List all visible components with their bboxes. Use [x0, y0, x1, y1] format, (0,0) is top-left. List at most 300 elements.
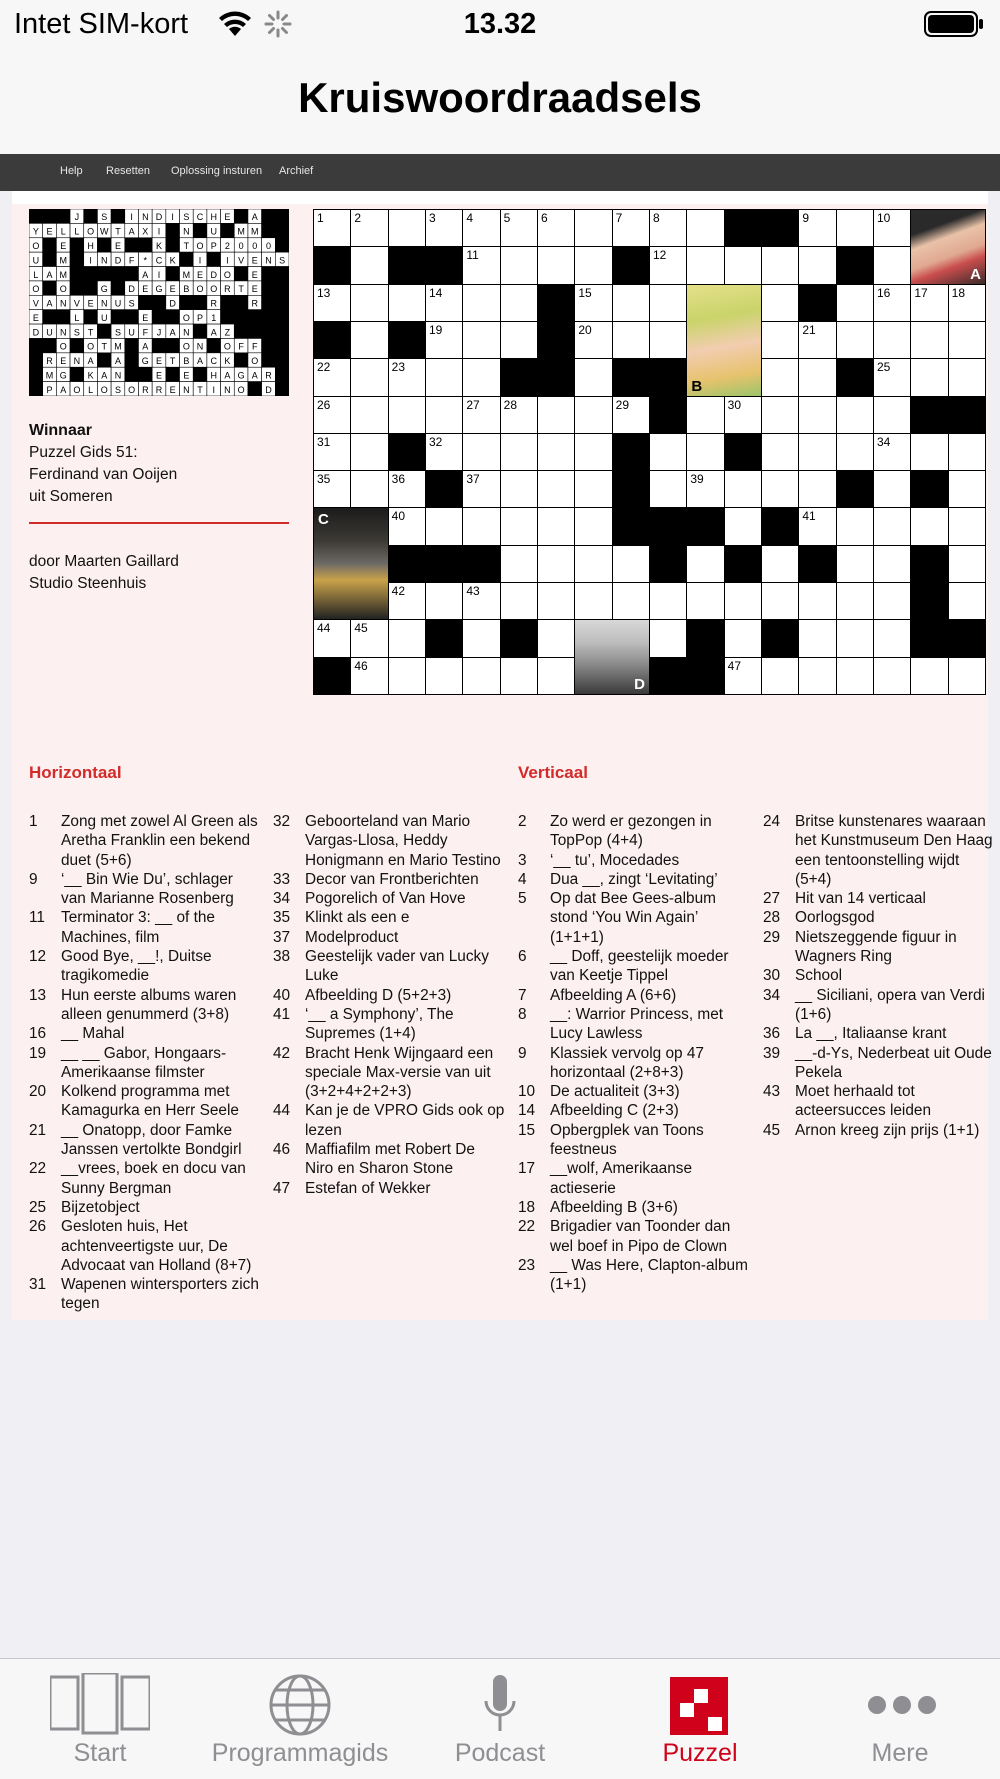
grid-cell[interactable] — [836, 396, 874, 434]
grid-cell[interactable] — [574, 545, 612, 583]
grid-cell[interactable] — [873, 507, 911, 545]
mini-cell-letter: O — [87, 341, 95, 352]
grid-cell[interactable] — [462, 582, 500, 620]
mini-cell-letter: O — [73, 384, 81, 395]
black-square — [686, 619, 724, 657]
mini-black-square — [152, 310, 166, 324]
grid-cell[interactable] — [425, 396, 463, 434]
clue-number: 1 — [29, 813, 38, 830]
grid-cell[interactable] — [649, 619, 687, 657]
grid-cell[interactable] — [388, 619, 426, 657]
mini-black-square — [138, 238, 152, 252]
grid-cell[interactable] — [649, 284, 687, 322]
black-square — [425, 545, 463, 583]
grid-cell[interactable] — [910, 433, 948, 471]
grid-cell[interactable] — [686, 209, 724, 247]
grid-cell[interactable] — [836, 619, 874, 657]
mini-black-square — [248, 382, 262, 396]
grid-cell[interactable] — [612, 284, 650, 322]
mini-black-square — [166, 267, 180, 281]
tab-label: Programmagids — [211, 1739, 389, 1767]
grid-cell[interactable] — [724, 470, 762, 508]
cell-number: 32 — [429, 434, 443, 449]
grid-cell[interactable] — [350, 619, 388, 657]
grid-cell[interactable] — [948, 545, 986, 583]
grid-cell[interactable] — [948, 507, 986, 545]
grid-cell[interactable] — [500, 209, 538, 247]
grid-cell[interactable] — [425, 284, 463, 322]
grid-cell[interactable] — [873, 582, 911, 620]
black-square — [612, 433, 650, 471]
grid-cell[interactable] — [910, 321, 948, 359]
mini-cell-letter: O — [59, 284, 67, 295]
tab-programmagids[interactable] — [200, 1659, 400, 1779]
mini-black-square — [138, 295, 152, 309]
mini-cell-letter: F — [128, 255, 135, 266]
tab-label: Puzzel — [662, 1739, 738, 1767]
grid-cell[interactable] — [574, 209, 612, 247]
grid-cell[interactable] — [462, 209, 500, 247]
mini-cell-letter: U — [128, 327, 135, 338]
archive-link[interactable]: Archief — [279, 165, 314, 177]
black-square — [612, 358, 650, 396]
grid-cell[interactable] — [500, 657, 538, 695]
clue-text: Geboorteland van Mario Vargas-Llosa, Heddy Honigmann en Mario Testino — [305, 813, 501, 869]
grid-cell[interactable] — [425, 507, 463, 545]
grid-cell[interactable] — [649, 582, 687, 620]
black-square — [612, 507, 650, 545]
grid-cell[interactable] — [462, 619, 500, 657]
mini-black-square — [193, 223, 207, 237]
grid-cell[interactable] — [649, 209, 687, 247]
grid-cell[interactable] — [836, 284, 874, 322]
horizontal-clue — [29, 1159, 261, 1198]
clue-text: Nietszeggende figuur in Wagners Ring — [795, 928, 957, 966]
grid-cell[interactable] — [537, 246, 575, 284]
grid-cell[interactable] — [313, 209, 351, 247]
grid-cell[interactable] — [649, 433, 687, 471]
grid-cell[interactable] — [313, 358, 351, 396]
mini-cell-letter: T — [87, 327, 94, 338]
mini-cell-letter: S — [73, 327, 80, 338]
grid-cell[interactable] — [388, 396, 426, 434]
grid-cell[interactable] — [313, 396, 351, 434]
grid-cell[interactable] — [836, 209, 874, 247]
grid-cell[interactable] — [798, 321, 836, 359]
grid-cell[interactable] — [873, 321, 911, 359]
grid-cell[interactable] — [724, 619, 762, 657]
mini-cell-letter: U — [46, 327, 53, 338]
grid-cell[interactable] — [798, 358, 836, 396]
grid-cell[interactable] — [500, 433, 538, 471]
grid-cell[interactable] — [350, 657, 388, 695]
grid-cell[interactable] — [537, 433, 575, 471]
grid-cell[interactable] — [873, 657, 911, 695]
grid-cell[interactable] — [873, 246, 911, 284]
grid-cell[interactable] — [910, 358, 948, 396]
mini-black-square — [248, 324, 262, 338]
mini-cell-letter: E — [87, 298, 94, 309]
mini-cell-letter: T — [183, 240, 190, 251]
black-square — [910, 396, 948, 434]
mini-cell-letter: E — [155, 356, 163, 367]
mini-black-square — [248, 310, 262, 324]
grid-cell[interactable] — [388, 284, 426, 322]
picture-label: C — [318, 511, 329, 529]
mini-black-square — [275, 310, 289, 324]
grid-cell[interactable] — [350, 209, 388, 247]
clue-number: 9 — [29, 870, 38, 888]
grid-cell[interactable] — [686, 582, 724, 620]
grid-cell[interactable] — [873, 545, 911, 583]
cell-number: 39 — [690, 472, 704, 487]
mini-black-square — [262, 338, 276, 352]
clue-text: Bijzetobject — [61, 1198, 140, 1216]
grid-cell[interactable] — [425, 321, 463, 359]
grid-cell[interactable] — [798, 209, 836, 247]
grid-cell[interactable] — [948, 321, 986, 359]
grid-cell[interactable] — [500, 545, 538, 583]
mini-cell-letter: A — [128, 226, 135, 237]
grid-cell[interactable] — [761, 321, 799, 359]
grid-cell[interactable] — [537, 396, 575, 434]
grid-cell[interactable] — [910, 284, 948, 322]
clue-text: Oorlogsgod — [795, 909, 875, 927]
cell-number: 8 — [653, 211, 660, 225]
grid-cell[interactable] — [798, 507, 836, 545]
grid-cell[interactable] — [612, 396, 650, 434]
grid-cell[interactable] — [873, 433, 911, 471]
grid-cell[interactable] — [574, 246, 612, 284]
grid-cell[interactable] — [798, 470, 836, 508]
winner-heading: Winnaar — [29, 422, 92, 439]
grid-cell[interactable] — [873, 396, 911, 434]
cell-number: 15 — [578, 285, 592, 300]
mini-cell-letter: N — [224, 384, 231, 395]
grid-cell[interactable] — [798, 433, 836, 471]
grid-cell[interactable] — [948, 470, 986, 508]
mini-black-square — [275, 367, 289, 381]
grid-cell[interactable] — [761, 470, 799, 508]
grid-cell[interactable] — [612, 321, 650, 359]
reset-link[interactable]: Resetten — [106, 165, 151, 177]
grid-cell[interactable] — [686, 470, 724, 508]
grid-cell[interactable] — [388, 209, 426, 247]
cell-number: 2 — [354, 211, 362, 225]
grid-cell[interactable] — [500, 582, 538, 620]
grid-cell[interactable] — [873, 209, 911, 247]
grid-cell[interactable] — [500, 396, 538, 434]
grid-cell[interactable] — [649, 321, 687, 359]
clue-text: Good Bye, __!, Duitse tragikomedie — [61, 948, 212, 985]
vertical-clue — [518, 1044, 750, 1083]
clue-number: 13 — [29, 986, 47, 1004]
grid-cell[interactable] — [686, 545, 724, 583]
black-square — [798, 284, 836, 322]
grid-cell[interactable] — [350, 358, 388, 396]
mini-cell-letter: I — [226, 255, 229, 266]
clue-text: Klassiek vervolg op 47 horizontaal (2+8+3) — [550, 1044, 704, 1081]
cell-number: 18 — [951, 285, 966, 300]
grid-cell[interactable] — [350, 470, 388, 508]
grid-cell[interactable] — [612, 582, 650, 620]
vertical-clue — [763, 1044, 995, 1083]
clue-text: Hit van 14 verticaal — [795, 890, 926, 908]
grid-cell[interactable] — [724, 396, 762, 434]
winner-line: Puzzel Gids 51: — [29, 444, 138, 461]
grid-cell[interactable] — [462, 358, 500, 396]
mini-black-square — [262, 310, 276, 324]
grid-cell[interactable] — [761, 582, 799, 620]
grid-cell[interactable] — [350, 433, 388, 471]
submit-solution-link[interactable]: Oplossing insturen — [171, 165, 263, 177]
clue-text: __: Warrior Princess, met Lucy Lawless — [550, 1005, 724, 1043]
grid-cell[interactable] — [873, 284, 911, 322]
grid-cell[interactable] — [724, 507, 762, 545]
grid-cell[interactable] — [724, 657, 762, 695]
grid-cell[interactable] — [836, 582, 874, 620]
mini-cell-letter: U — [101, 312, 108, 323]
grid-cell[interactable] — [761, 545, 799, 583]
mini-black-square — [56, 209, 70, 223]
clue-number: 34 — [273, 890, 291, 908]
grid-cell[interactable] — [537, 545, 575, 583]
vertical-clue — [763, 1082, 995, 1121]
clue-number: 3 — [518, 851, 527, 869]
grid-cell[interactable] — [836, 657, 874, 695]
horizontal-clue — [29, 986, 261, 1025]
grid-cell[interactable] — [537, 582, 575, 620]
grid-cell[interactable] — [948, 657, 986, 695]
horizontal-clue — [273, 1140, 505, 1179]
grid-cell[interactable] — [500, 246, 538, 284]
grid-cell[interactable] — [425, 209, 463, 247]
black-square — [724, 433, 762, 471]
mini-black-square — [29, 353, 43, 367]
grid-cell[interactable] — [686, 396, 724, 434]
mini-cell-letter: 2 — [224, 240, 230, 251]
mini-cell-letter: O — [196, 284, 204, 295]
grid-cell[interactable] — [425, 433, 463, 471]
grid-cell[interactable] — [873, 358, 911, 396]
grid-cell[interactable] — [649, 470, 687, 508]
cell-number: 30 — [727, 397, 742, 412]
mini-cell-letter: L — [74, 312, 80, 323]
tab-podcast[interactable] — [400, 1659, 600, 1779]
grid-cell[interactable] — [948, 582, 986, 620]
grid-cell[interactable] — [686, 433, 724, 471]
grid-cell[interactable] — [462, 396, 500, 434]
grid-cell[interactable] — [574, 284, 612, 322]
mini-cell-letter: K — [169, 255, 176, 266]
grid-cell[interactable] — [798, 396, 836, 434]
clue-number: 42 — [273, 1044, 291, 1062]
grid-cell[interactable] — [537, 619, 575, 657]
grid-cell[interactable] — [462, 470, 500, 508]
grid-cell[interactable] — [537, 209, 575, 247]
grid-cell[interactable] — [537, 657, 575, 695]
black-square — [425, 246, 463, 284]
grid-cell[interactable] — [649, 246, 687, 284]
grid-cell[interactable] — [425, 582, 463, 620]
mini-black-square — [275, 324, 289, 338]
mini-cell-letter: T — [238, 284, 244, 295]
grid-cell[interactable] — [836, 321, 874, 359]
grid-cell[interactable] — [574, 396, 612, 434]
clue-text: Decor van Frontberichten — [305, 870, 479, 888]
black-square — [500, 358, 538, 396]
grid-cell[interactable] — [798, 657, 836, 695]
grid-cell[interactable] — [574, 358, 612, 396]
black-square — [537, 358, 575, 396]
grid-cell[interactable] — [574, 507, 612, 545]
mini-cell-letter: I — [198, 255, 202, 266]
grid-cell[interactable] — [462, 433, 500, 471]
grid-cell[interactable] — [761, 246, 799, 284]
grid-cell[interactable] — [500, 507, 538, 545]
mini-black-square — [70, 238, 84, 252]
clue-number: 47 — [273, 1179, 291, 1197]
clue-number: 12 — [29, 948, 47, 966]
black-square — [425, 470, 463, 508]
tab-puzzel[interactable] — [600, 1659, 800, 1779]
grid-cell[interactable] — [313, 619, 351, 657]
grid-cell[interactable] — [836, 433, 874, 471]
clue-number: 22 — [29, 1160, 47, 1178]
mini-black-square — [43, 252, 57, 266]
horizontal-clue — [273, 870, 505, 889]
grid-cell[interactable] — [612, 545, 650, 583]
grid-cell[interactable] — [574, 433, 612, 471]
grid-cell[interactable] — [948, 358, 986, 396]
mini-cell-letter: O — [32, 284, 40, 295]
grid-cell[interactable] — [313, 433, 351, 471]
grid-cell[interactable] — [462, 246, 500, 284]
grid-cell[interactable] — [462, 657, 500, 695]
clue-number: 4 — [518, 870, 527, 888]
grid-cell[interactable] — [425, 657, 463, 695]
mini-black-square — [275, 295, 289, 309]
mini-cell-letter: F — [252, 341, 258, 352]
tab-start[interactable] — [0, 1659, 200, 1779]
mini-cell-letter: E — [114, 240, 121, 251]
black-square — [836, 358, 874, 396]
grid-cell[interactable] — [388, 657, 426, 695]
grid-cell[interactable] — [462, 321, 500, 359]
grid-cell[interactable] — [500, 321, 538, 359]
vertical-clue — [518, 1159, 750, 1198]
grid-cell[interactable] — [873, 619, 911, 657]
clue-text: __wolf, Amerikaanse actieserie — [550, 1160, 693, 1197]
mini-cell-letter: I — [130, 212, 133, 223]
grid-cell[interactable] — [500, 470, 538, 508]
grid-cell[interactable] — [798, 246, 836, 284]
grid-cell[interactable] — [574, 321, 612, 359]
vertical-clue — [518, 851, 750, 870]
grid-cell[interactable] — [910, 657, 948, 695]
grid-cell[interactable] — [313, 470, 351, 508]
grid-cell[interactable] — [948, 284, 986, 322]
grid-cell[interactable] — [574, 470, 612, 508]
grid-cell[interactable] — [350, 396, 388, 434]
cell-number: 33 — [615, 434, 630, 449]
mini-cell-letter: C — [210, 356, 217, 367]
grid-cell[interactable] — [761, 396, 799, 434]
grid-cell[interactable] — [612, 209, 650, 247]
clue-number: 10 — [518, 1083, 536, 1101]
start-icon — [50, 1673, 150, 1737]
grid-cell[interactable] — [761, 284, 799, 322]
grid-cell[interactable] — [500, 284, 538, 322]
grid-cell[interactable] — [388, 507, 426, 545]
winner-block — [29, 420, 269, 508]
crossword-grid[interactable] — [313, 209, 985, 694]
grid-cell[interactable] — [313, 284, 351, 322]
grid-cell[interactable] — [686, 246, 724, 284]
tab-mere[interactable] — [800, 1659, 1000, 1779]
clue-number: 2 — [518, 813, 527, 830]
grid-cell[interactable] — [798, 619, 836, 657]
mini-cell-letter: V — [73, 298, 80, 309]
mini-black-square — [111, 267, 125, 281]
horizontal-clues-title: Horizontaal — [29, 763, 122, 782]
grid-cell[interactable] — [873, 470, 911, 508]
black-square — [910, 619, 948, 657]
grid-cell[interactable] — [724, 246, 762, 284]
help-link[interactable]: Help — [60, 165, 83, 177]
carrier-label: Intet SIM-kort — [14, 8, 189, 40]
grid-cell[interactable] — [537, 470, 575, 508]
vertical-clue — [518, 1005, 750, 1044]
mini-cell-letter: R — [46, 356, 53, 367]
grid-cell[interactable] — [836, 545, 874, 583]
grid-cell[interactable] — [761, 657, 799, 695]
horizontal-clue — [29, 1082, 261, 1121]
grid-cell[interactable] — [761, 433, 799, 471]
grid-cell[interactable] — [388, 582, 426, 620]
grid-cell[interactable] — [350, 246, 388, 284]
mini-cell-letter: B — [183, 284, 190, 295]
grid-cell[interactable] — [462, 507, 500, 545]
grid-cell[interactable] — [537, 507, 575, 545]
cell-number: 14 — [429, 285, 443, 300]
status-time: 13.32 — [463, 8, 537, 40]
grid-cell[interactable] — [798, 582, 836, 620]
grid-cell[interactable] — [836, 507, 874, 545]
grid-cell[interactable] — [948, 433, 986, 471]
grid-cell[interactable] — [350, 284, 388, 322]
grid-cell[interactable] — [724, 582, 762, 620]
mini-cell-letter: O — [251, 356, 259, 367]
grid-cell[interactable] — [350, 321, 388, 359]
grid-cell[interactable] — [388, 358, 426, 396]
mini-cell-letter: P — [210, 240, 217, 251]
mini-black-square — [234, 310, 248, 324]
grid-cell[interactable] — [574, 582, 612, 620]
cell-number: 27 — [466, 397, 480, 412]
mini-cell-letter: C — [196, 212, 204, 223]
grid-cell[interactable] — [388, 470, 426, 508]
clue-text: School — [795, 967, 843, 985]
mini-cell-letter: E — [224, 212, 231, 223]
clue-number: 6 — [518, 948, 527, 966]
cell-number: 11 — [466, 248, 479, 263]
grid-cell[interactable] — [425, 358, 463, 396]
mini-cell-letter: H — [87, 240, 94, 251]
grid-cell[interactable] — [462, 284, 500, 322]
grid-cell[interactable] — [910, 507, 948, 545]
mini-black-square — [166, 367, 180, 381]
